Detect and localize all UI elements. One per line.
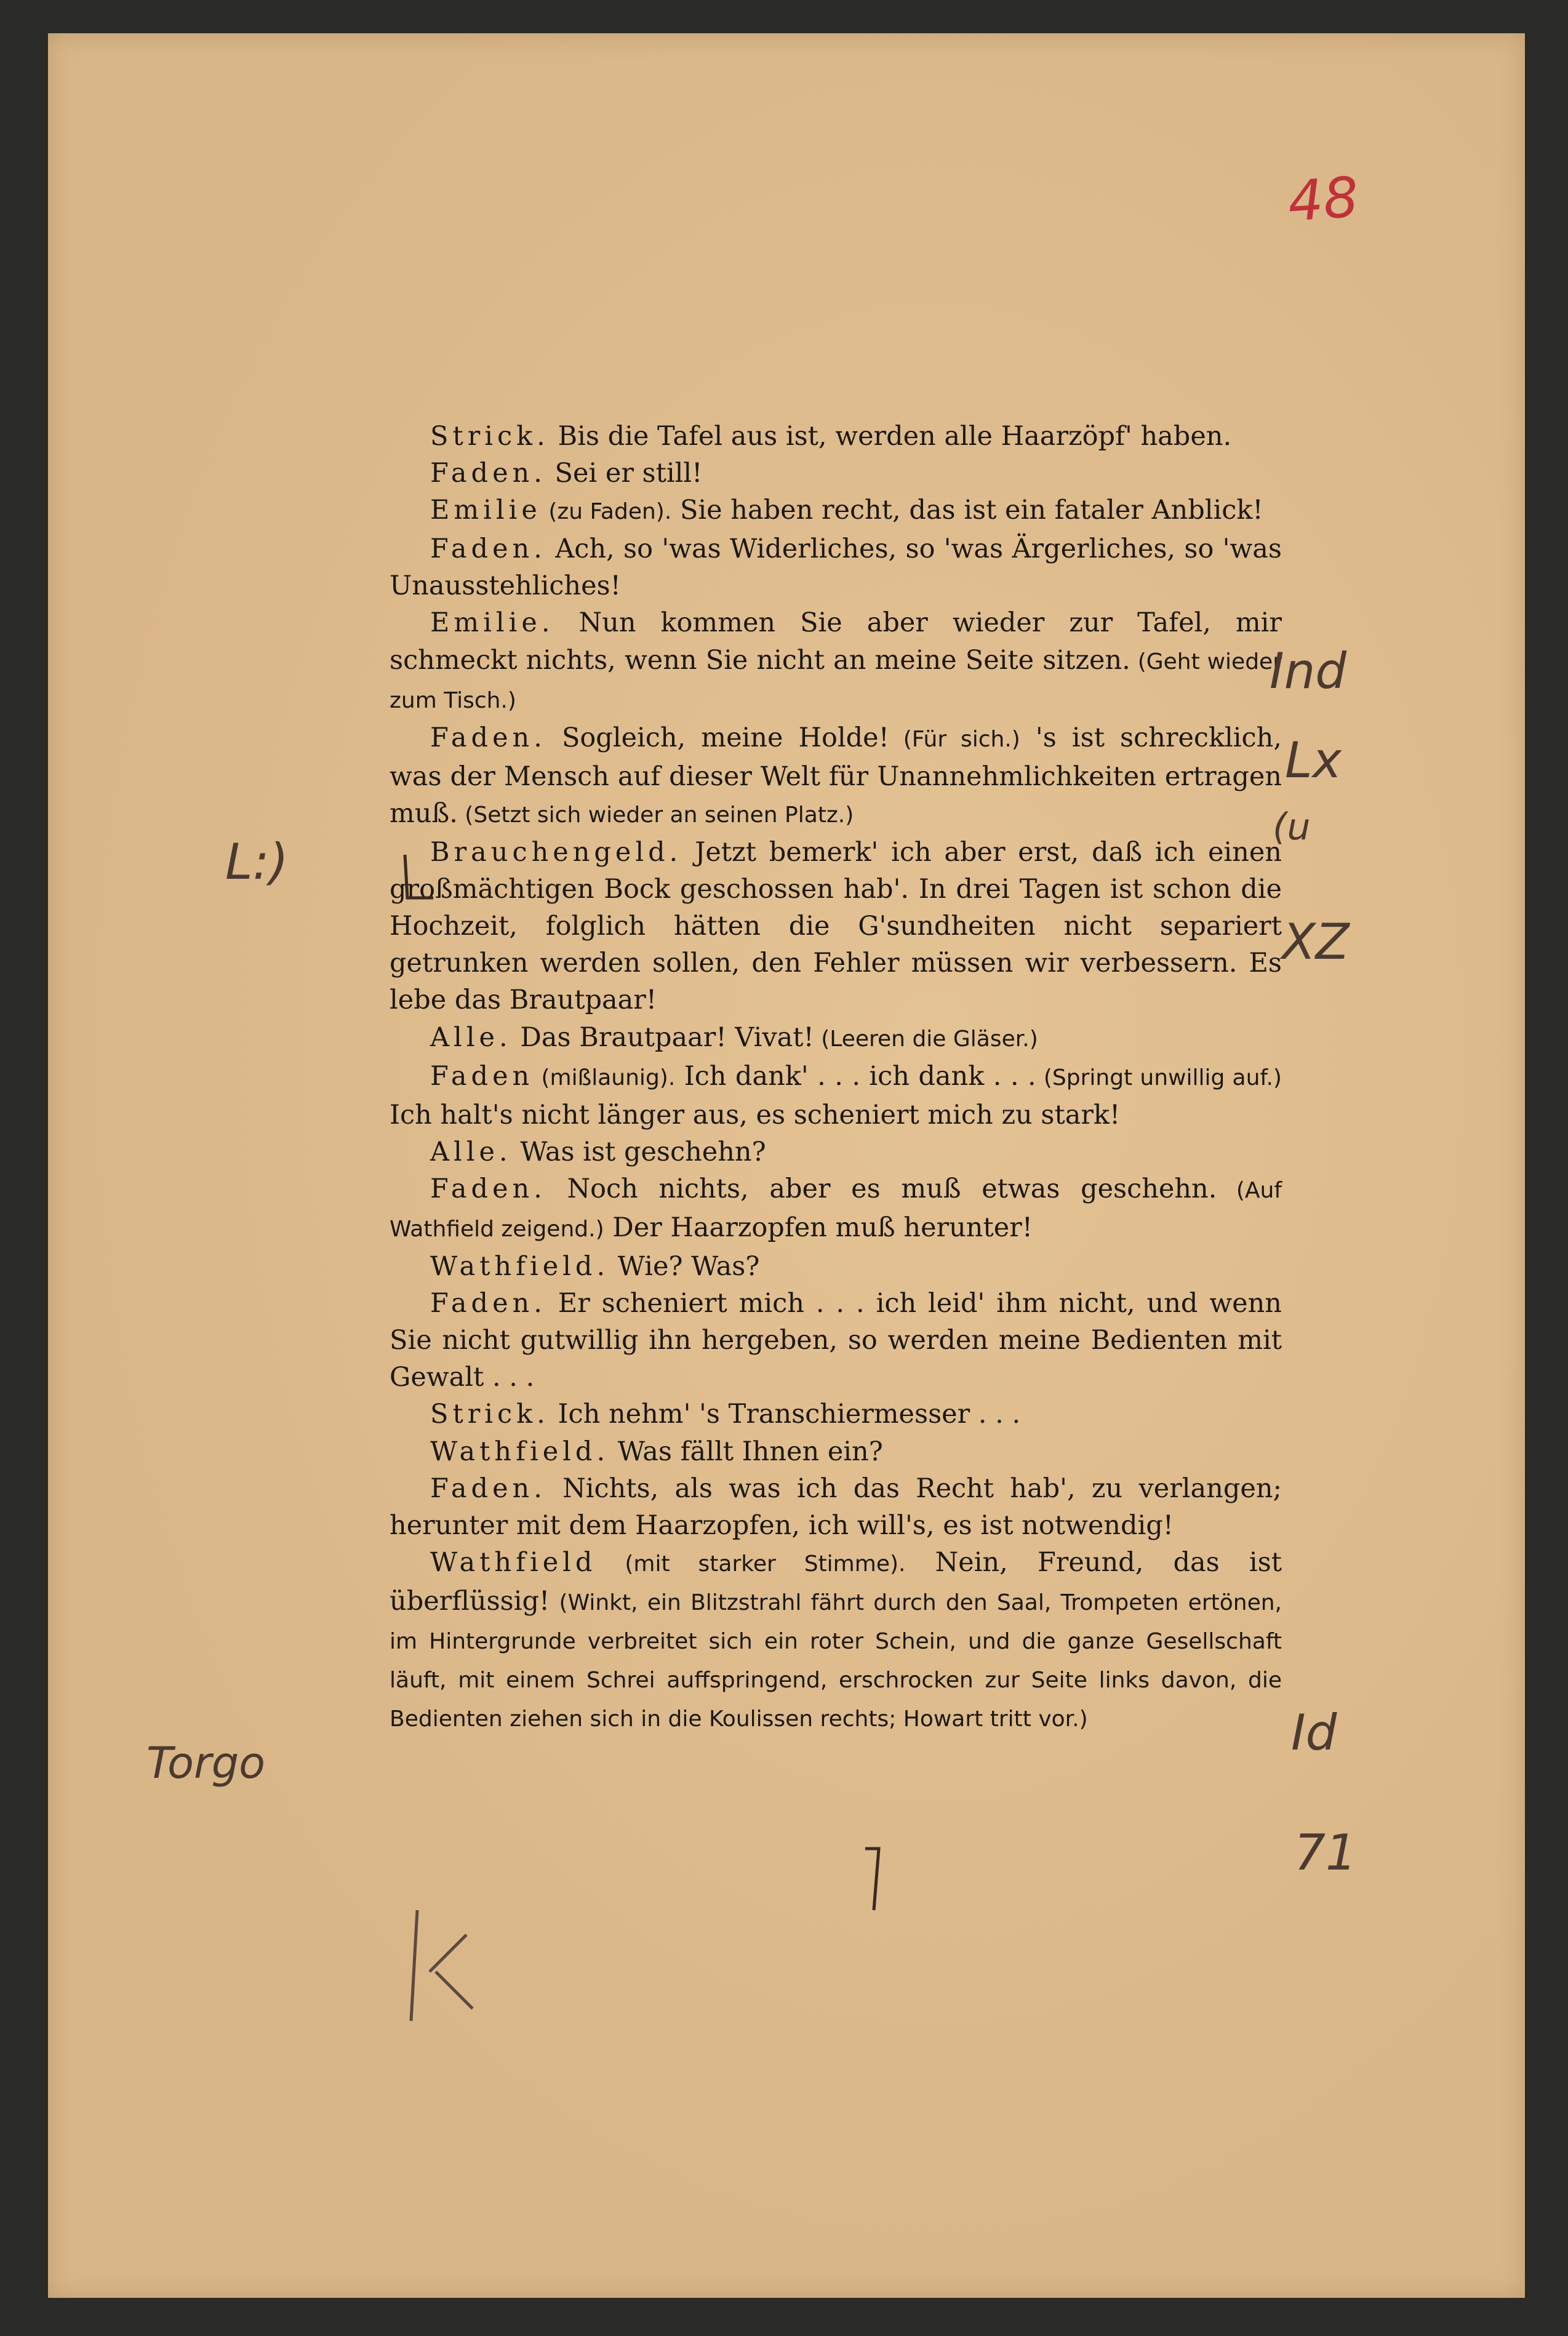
dialogue-text: Sie haben recht, das ist ein fataler Anblick! xyxy=(671,495,1263,526)
dialogue-text: Nein, Freund, das ist überflüssig! xyxy=(390,1546,1282,1617)
pencil-mark-signature xyxy=(393,1898,503,2033)
dialogue-text: Sogleich, meine Holde! xyxy=(546,722,889,753)
margin-note: L:) xyxy=(225,833,289,890)
dialogue-text: Ich halt's nicht länger aus, es scheniert mich zu stark! xyxy=(390,1099,1121,1130)
dialogue-text: Jetzt bemerk' ich aber erst, daß ich einen großmächtigen Bock geschossen hab'. In drei Tagen ist schon die Hochzeit, folglich hätten die G'sundheiten nicht separiert getrunken werden sollen, den Fehler müssen wir verbessern. Es lebe das Brautpaar! xyxy=(390,837,1282,1016)
stage-direction: (Geht wieder zum Tisch.) xyxy=(390,649,1282,713)
dialogue-paragraph xyxy=(390,1019,1282,1058)
margin-note: Ind xyxy=(1270,642,1347,700)
dialogue-text: 's ist schrecklich, was der Mensch auf dieser Welt für Unannehmlichkeiten ertragen muß. xyxy=(390,722,1282,829)
speaker-name: Faden. xyxy=(430,534,546,565)
dialogue-paragraph xyxy=(390,1285,1282,1396)
stage-direction: (zu Faden). xyxy=(541,499,672,525)
dialogue-paragraph xyxy=(390,418,1282,455)
dialogue-text: Das Brautpaar! Vivat! xyxy=(511,1022,814,1053)
stage-direction: (Setzt sich wieder an seinen Platz.) xyxy=(457,802,854,828)
speaker-name: Faden. xyxy=(430,722,546,753)
dialogue-text: Nichts, als was ich das Recht hab', zu verlangen; herunter mit dem Haarzopfen, ich will's, es ist notwendig! xyxy=(390,1473,1282,1541)
stage-direction: (Auf Wathfield zeigend.) xyxy=(390,1177,1282,1242)
speaker-name: Faden xyxy=(430,1060,534,1092)
stage-direction: (Winkt, ein Blitzstrahl fährt durch den Saal, Trompeten ertönen, im Hintergrunde verbreitet sich ein roter Schein, und die ganze Gesellschaft läuft, mit einem Schrei auffspringend, erschrocken zur Seite links davon, die Bedienten ziehen sich in die Koulissen rechts; Howart tritt vor.) xyxy=(390,1590,1282,1732)
margin-note: (u xyxy=(1273,806,1311,849)
dialogue-text: Ich dank' . . . ich dank . . . xyxy=(675,1060,1036,1092)
dialogue-paragraph xyxy=(390,455,1282,492)
pencil-mark-bracket xyxy=(399,849,436,904)
stage-direction: (Für sich.) xyxy=(889,726,1020,752)
speaker-name: Faden. xyxy=(430,1473,546,1504)
dialogue-text: Der Haarzopfen muß herunter! xyxy=(604,1212,1033,1243)
dialogue-text: Sei er still! xyxy=(546,458,703,489)
speaker-name: Alle. xyxy=(430,1136,512,1167)
dialogue-paragraph xyxy=(390,530,1282,604)
dialogue-paragraph xyxy=(390,719,1282,834)
stage-direction: (Springt unwillig auf.) xyxy=(1036,1065,1282,1090)
dialogue-paragraph xyxy=(390,604,1282,719)
stage-direction: (Leeren die Gläser.) xyxy=(814,1026,1038,1052)
speaker-name: Strick. xyxy=(430,421,550,452)
margin-note: XZ xyxy=(1282,913,1350,970)
speaker-name: Faden. xyxy=(430,458,546,489)
stage-direction: (mißlaunig). xyxy=(534,1065,676,1090)
dialogue-paragraph xyxy=(390,1134,1282,1170)
speaker-name: Emilie. xyxy=(430,607,554,639)
dialogue-text: Er scheniert mich . . . ich leid' ihm nicht, und wenn Sie nicht gutwillig ihn hergeben, so werden meine Bedienten mit Gewalt . . . xyxy=(390,1288,1282,1393)
speaker-name: Faden. xyxy=(430,1173,546,1204)
dialogue-text: Wie? Was? xyxy=(609,1251,760,1282)
speaker-name: Strick. xyxy=(430,1399,550,1430)
dialogue-text: Nun kommen Sie aber wieder zur Tafel, mir schmeckt nichts, wenn Sie nicht an meine Seite sitzen. xyxy=(390,607,1282,676)
margin-note: Torgo xyxy=(146,1738,265,1788)
margin-note: 71 xyxy=(1294,1824,1357,1881)
dialogue-paragraph xyxy=(390,1433,1282,1470)
dialogue-paragraph xyxy=(390,1544,1282,1738)
stage-direction: (mit starker Stimme). xyxy=(596,1551,906,1577)
speaker-name: Faden. xyxy=(430,1288,546,1319)
margin-note: Lx xyxy=(1285,732,1342,789)
dialogue-paragraph xyxy=(390,492,1282,530)
document-page xyxy=(48,33,1525,2298)
dialogue-text: Was fällt Ihnen ein? xyxy=(609,1436,883,1467)
speaker-name: Wathfield. xyxy=(430,1251,610,1282)
speaker-name: Alle. xyxy=(430,1022,512,1053)
dialogue-paragraph xyxy=(390,1248,1282,1285)
margin-note: Id xyxy=(1291,1704,1337,1761)
dialogue-paragraph xyxy=(390,1170,1282,1248)
dialogue-paragraph xyxy=(390,1396,1282,1433)
dialogue-text: Ich nehm' 's Transchiermesser . . . xyxy=(549,1399,1021,1430)
speaker-name: Emilie xyxy=(430,495,542,526)
dialogue-text: Was ist geschehn? xyxy=(511,1136,766,1167)
dialogue-text: Bis die Tafel aus ist, werden alle Haarzöpf' haben. xyxy=(549,421,1232,452)
dialogue-paragraph xyxy=(390,834,1282,1018)
speaker-name: Brauchengeld. xyxy=(430,837,682,868)
folio-number: 48 xyxy=(1286,165,1361,234)
speaker-name: Wathfield xyxy=(430,1546,597,1578)
dialogue-text: Noch nichts, aber es muß etwas geschehn. xyxy=(546,1173,1217,1204)
dialogue-paragraph xyxy=(390,1470,1282,1544)
pencil-mark-bracket xyxy=(860,1842,885,1916)
dialogue-paragraph xyxy=(390,1058,1282,1134)
body-text xyxy=(390,418,1282,1738)
speaker-name: Wathfield. xyxy=(430,1436,610,1467)
dialogue-text: Ach, so 'was Widerliches, so 'was Ärgerliches, so 'was Unausstehliches! xyxy=(390,534,1282,602)
